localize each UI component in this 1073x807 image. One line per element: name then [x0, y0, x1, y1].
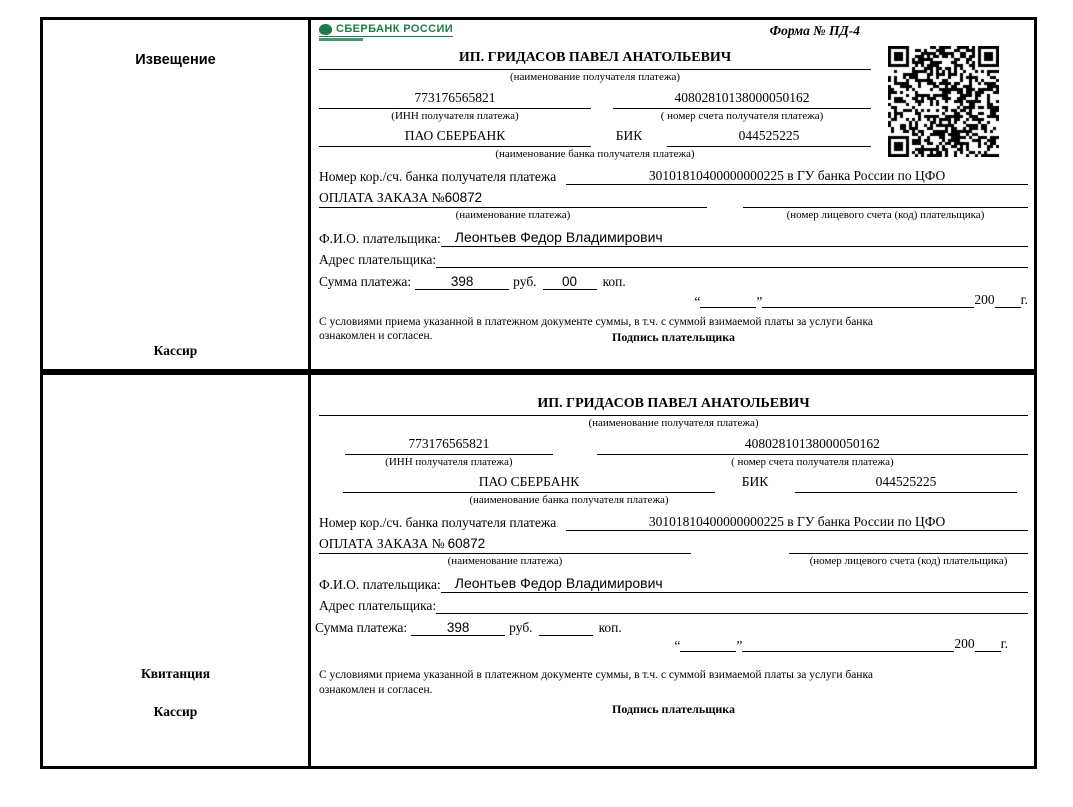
amount-rub-value: 398 [411, 620, 505, 636]
payment-name-hint: (наименование платежа) [447, 555, 563, 567]
rub-label: руб. [509, 620, 533, 635]
date-quote-open: “ [674, 638, 681, 653]
bank-name-value: ПАО СБЕРБАНК [319, 128, 591, 147]
year-fill-line [995, 307, 1021, 308]
corr-account-label: Номер кор./сч. банка получателя платежа [319, 515, 557, 530]
year-suffix: г. [1000, 636, 1008, 651]
receipt-main-column [311, 375, 1034, 766]
bank-name-value: ПАО СБЕРБАНК [343, 474, 715, 493]
date-quote-close: ” [736, 638, 743, 653]
account-value: 40802810138000050162 [597, 435, 1028, 455]
payment-purpose-value [319, 536, 691, 554]
order-number: 60872 [447, 536, 486, 551]
account-hint: ( номер счета получателя платежа) [660, 110, 824, 122]
payer-name-label: Ф.И.О. плательщика: [319, 231, 441, 246]
date-day-fill-line [700, 307, 756, 308]
side-label-cashier: Кассир [153, 704, 198, 719]
year-suffix: г. [1020, 292, 1028, 307]
inn-hint: (ИНН получателя платежа) [391, 110, 519, 122]
payer-signature-label: Подпись плательщика [612, 330, 735, 344]
side-label-notice: Извещение [135, 52, 216, 68]
receipt-side-column [43, 375, 311, 766]
date-quote-open: “ [694, 294, 701, 309]
agreement-text-line1: С условиями приема указанной в платежном документе суммы, в т.ч. с суммой взимаемой платы за услуги банка [319, 669, 873, 681]
order-number: 60872 [444, 190, 483, 205]
agreement-text-line1: С условиями приема указанной в платежном документе суммы, в т.ч. с суммой взимаемой платы за услуги банка [319, 316, 873, 328]
payment-purpose-prefix: ОПЛАТА ЗАКАЗА № [319, 536, 445, 551]
account-hint: ( номер счета получателя платежа) [731, 456, 894, 468]
year-prefix: 200 [974, 292, 995, 307]
inn-value: 773176565821 [345, 435, 553, 455]
notice-side-column [43, 20, 311, 369]
payment-name-hint: (наименование платежа) [455, 209, 571, 221]
side-label-receipt: Квитанция [140, 666, 211, 681]
agreement-text-line2: ознакомлен и согласен. [319, 684, 433, 696]
qr-code [888, 46, 999, 157]
inn-value: 773176565821 [319, 89, 591, 109]
payer-address-fill-line [436, 267, 1028, 268]
bik-value: 044525225 [667, 128, 871, 147]
sberbank-logo-tagline [319, 38, 363, 41]
date-day-fill-line [680, 651, 736, 652]
payee-name-hint: (наименование получателя платежа) [509, 71, 681, 83]
payer-address-fill-line [436, 613, 1028, 614]
form-number: Форма № ПД-4 [769, 23, 860, 38]
payment-purpose-prefix: ОПЛАТА ЗАКАЗА № [319, 190, 445, 205]
payee-name-title: ИП. ГРИДАСОВ ПАВЕЛ АНАТОЛЬЕВИЧ [319, 50, 871, 70]
corr-account-label: Номер кор./сч. банка получателя платежа [319, 169, 557, 184]
sberbank-logo-icon [319, 24, 332, 35]
amount-label: Сумма платежа: [315, 620, 408, 635]
payer-name-value: Леонтьев Федор Владимирович [441, 228, 1028, 247]
corr-account-value: 30101810400000000225 в ГУ банка России по ЦФО [566, 168, 1028, 185]
bank-name-hint: (наименование банка получателя платежа) [469, 494, 669, 506]
inn-hint: (ИНН получателя платежа) [385, 456, 513, 468]
personal-account-hint: (номер лицевого счета (код) плательщика) [809, 555, 1008, 567]
bik-label: БИК [741, 474, 769, 489]
year-prefix: 200 [954, 636, 975, 651]
notice-section [40, 17, 1037, 372]
payer-name-label: Ф.И.О. плательщика: [319, 577, 441, 592]
amount-kop-value: 00 [543, 274, 597, 290]
payer-address-label: Адрес плательщика: [319, 598, 437, 613]
sberbank-logo [319, 23, 453, 41]
receipt-section [40, 372, 1037, 769]
corr-account-value: 30101810400000000225 в ГУ банка России по ЦФО [566, 514, 1028, 531]
amount-label: Сумма платежа: [319, 274, 412, 289]
kop-label: коп. [602, 274, 626, 289]
payment-purpose-value [319, 190, 707, 208]
payer-signature-label: Подпись плательщика [612, 702, 735, 716]
kop-label: коп. [598, 620, 622, 635]
payer-address-label: Адрес плательщика: [319, 252, 437, 267]
agreement-text-line2: ознакомлен и согласен. [319, 330, 433, 342]
date-quote-close: ” [756, 294, 763, 309]
date-month-fill-line [742, 651, 954, 652]
sberbank-logo-text: СБЕРБАНК РОССИИ [336, 23, 454, 35]
bik-label: БИК [615, 128, 643, 143]
side-label-cashier: Кассир [153, 343, 198, 358]
personal-account-hint: (номер лицевого счета (код) плательщика) [786, 209, 985, 221]
amount-rub-value: 398 [415, 274, 509, 290]
bank-name-hint: (наименование банка получателя платежа) [495, 148, 695, 160]
account-value: 40802810138000050162 [613, 89, 871, 109]
payee-name-title: ИП. ГРИДАСОВ ПАВЕЛ АНАТОЛЬЕВИЧ [319, 396, 1028, 416]
amount-kop-fill-line [539, 635, 593, 636]
rub-label: руб. [513, 274, 537, 289]
payee-name-hint: (наименование получателя платежа) [588, 417, 759, 429]
payer-name-value: Леонтьев Федор Владимирович [441, 574, 1028, 593]
bik-value: 044525225 [795, 474, 1017, 493]
sberbank-logo-main [319, 23, 453, 37]
year-fill-line [975, 651, 1001, 652]
date-month-fill-line [762, 307, 974, 308]
